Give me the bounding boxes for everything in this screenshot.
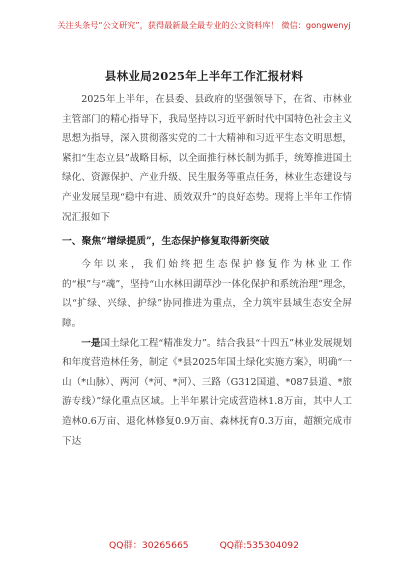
qq-group-2: QQ群:535304092 <box>219 540 299 551</box>
item-lead-1: 一是 <box>81 337 101 349</box>
section-heading-1: 一、聚焦“增绿提质”，生态保护修复取得新突破 <box>62 236 270 248</box>
top-banner: 关注头条号“公文研究”，获得最新最全最专业的公文资料库！ 微信：gongwenyj <box>57 20 351 30</box>
item-text-1: 国土绿化工程“精准发力”。结合我县“十四五”林业发展规划和年度营造林任务，制定《*县2025年国土绿化实施方案》，明确“一山（*山脉）、两河（*河、*河）、三路（G312国道、*087县道、*旅游专线）”绿化重点区域。上半年累计完成营造林1.8万亩，其中人工造林0.6万亩、退化林修复0.9万亩、森林抚育0.3万亩，超额完成市下达 <box>62 337 352 447</box>
item-paragraph-1 <box>62 334 352 452</box>
document-title: 县林业局2025年上半年工作汇报材料 <box>104 69 304 83</box>
intro-paragraph: 2025年上半年，在县委、县政府的坚强领导下，在省、市林业主管部门的精心指导下，我局坚持以习近平新时代中国特色社会主义思想为指导，深入贯彻落实党的二十大精神和习近平生态文明思想，紧扣“生态立县”战略目标，以全面推行林长制为抓手，统筹推进国土绿化、资源保护、产业升级、民生服务等重点任务，林业生态建设与产业发展呈现“稳中有进、质效双升”的良好态势。现将上半年工作情况汇报如下 <box>62 94 352 223</box>
footer-contacts <box>0 537 408 551</box>
qq-group-1: QQ群：30265665 <box>109 540 189 551</box>
document-body <box>62 90 352 451</box>
section-paragraph-1: 今年以来，我们始终把生态保护修复作为林业工作的“根”与“魂”，坚持“山水林田湖草沙一体化保护和系统治理”理念，以“扩绿、兴绿、护绿”协同推进为重点，全力筑牢县域生态安全屏障。 <box>62 259 352 329</box>
